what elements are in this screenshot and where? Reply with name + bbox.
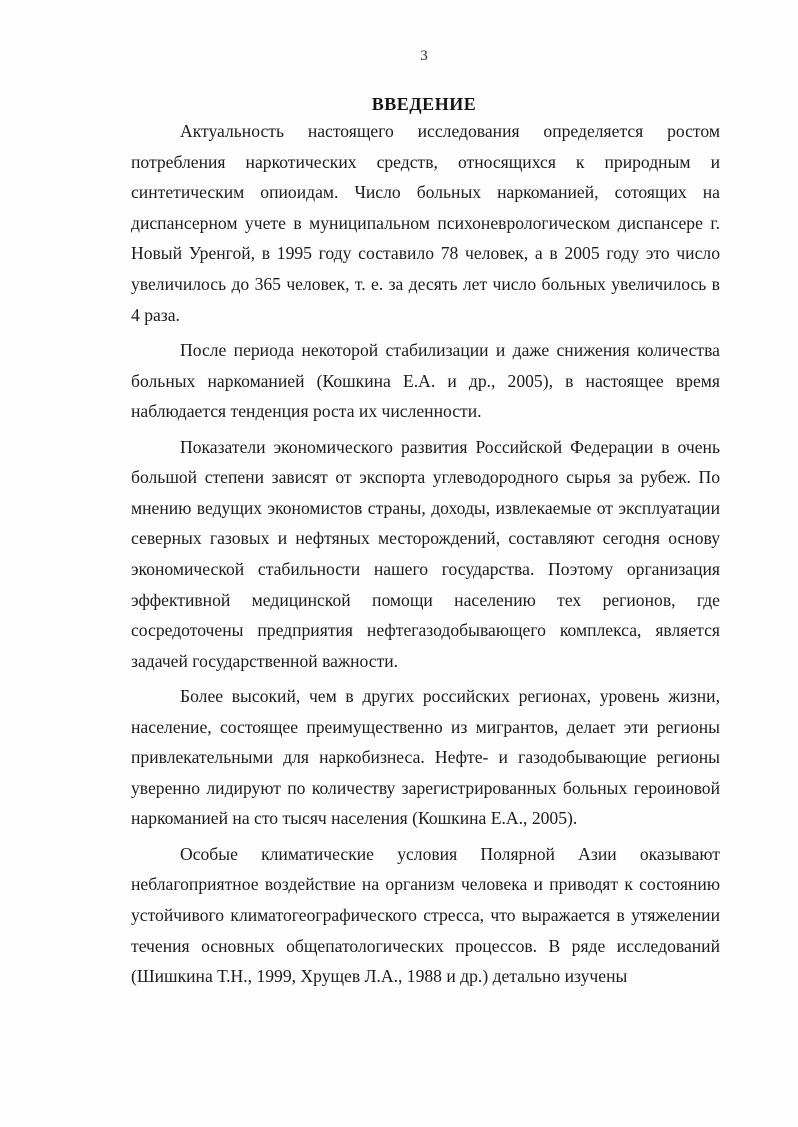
paragraph-living-standard: Более высокий, чем в других российских регионах, уровень жизни, население, состоящее преимущественно из мигрантов, делает эти регионы привлекательными для наркобизнеса. Нефте- и газодобывающие регионы уверенно лидируют по количеству зарегистрированных больных героиновой наркоманией на сто тысяч населения (Кошкина Е.А., 2005). [131,686,720,829]
page-number: 3 [420,48,428,64]
paragraph-stabilization: После периода некоторой стабилизации и даже снижения количества больных наркоманией (Кошкина Е.А. и др., 2005), в настоящее время наблюдается тенденция роста их численности. [131,339,720,422]
paragraph-economic-indicators: Показатели экономического развития Российской Федерации в очень большой степени зависят от экспорта углеводородного сырья за рубеж. По мнению ведущих экономистов страны, доходы, извлекаемые от эксплуатации северных газовых и нефтяных месторождений, составляют сегодня основу экономической стабильности нашего государства. Поэтому организация эффективной медицинской помощи населению тех регионов, где сосредоточены предприятия нефтегазодобывающего комплекса, является задачей государственной важности. [131,436,720,671]
paragraph-relevance: Актуальность настоящего исследования определяется ростом потребления наркотических средств, относящихся к природным и синтетическим опиоидам. Число больных наркоманией, сотоящих на диспансерном учете в муниципальном психоневрологическом диспансере г. Новый Уренгой, в 1995 году составило 78 человек, а в 2005 году это число увеличилось до 365 человек, т. е. за десять лет число больных увеличилось в 4 раза. [131,121,720,325]
paragraph-climatic-conditions: Особые климатические условия Полярной Азии оказывают неблагоприятное воздействие на организм человека и приводят к состоянию устойчивого климатогеографического стресса, что выражается в утяжелении течения основных общепатологических процессов. В ряде исследований (Шишкина Т.Н., 1999, Хрущев Л.А., 1988 и др.) детально изучены [131,843,720,987]
section-heading: ВВЕДЕНИЕ [371,94,477,114]
document-body [131,116,720,992]
